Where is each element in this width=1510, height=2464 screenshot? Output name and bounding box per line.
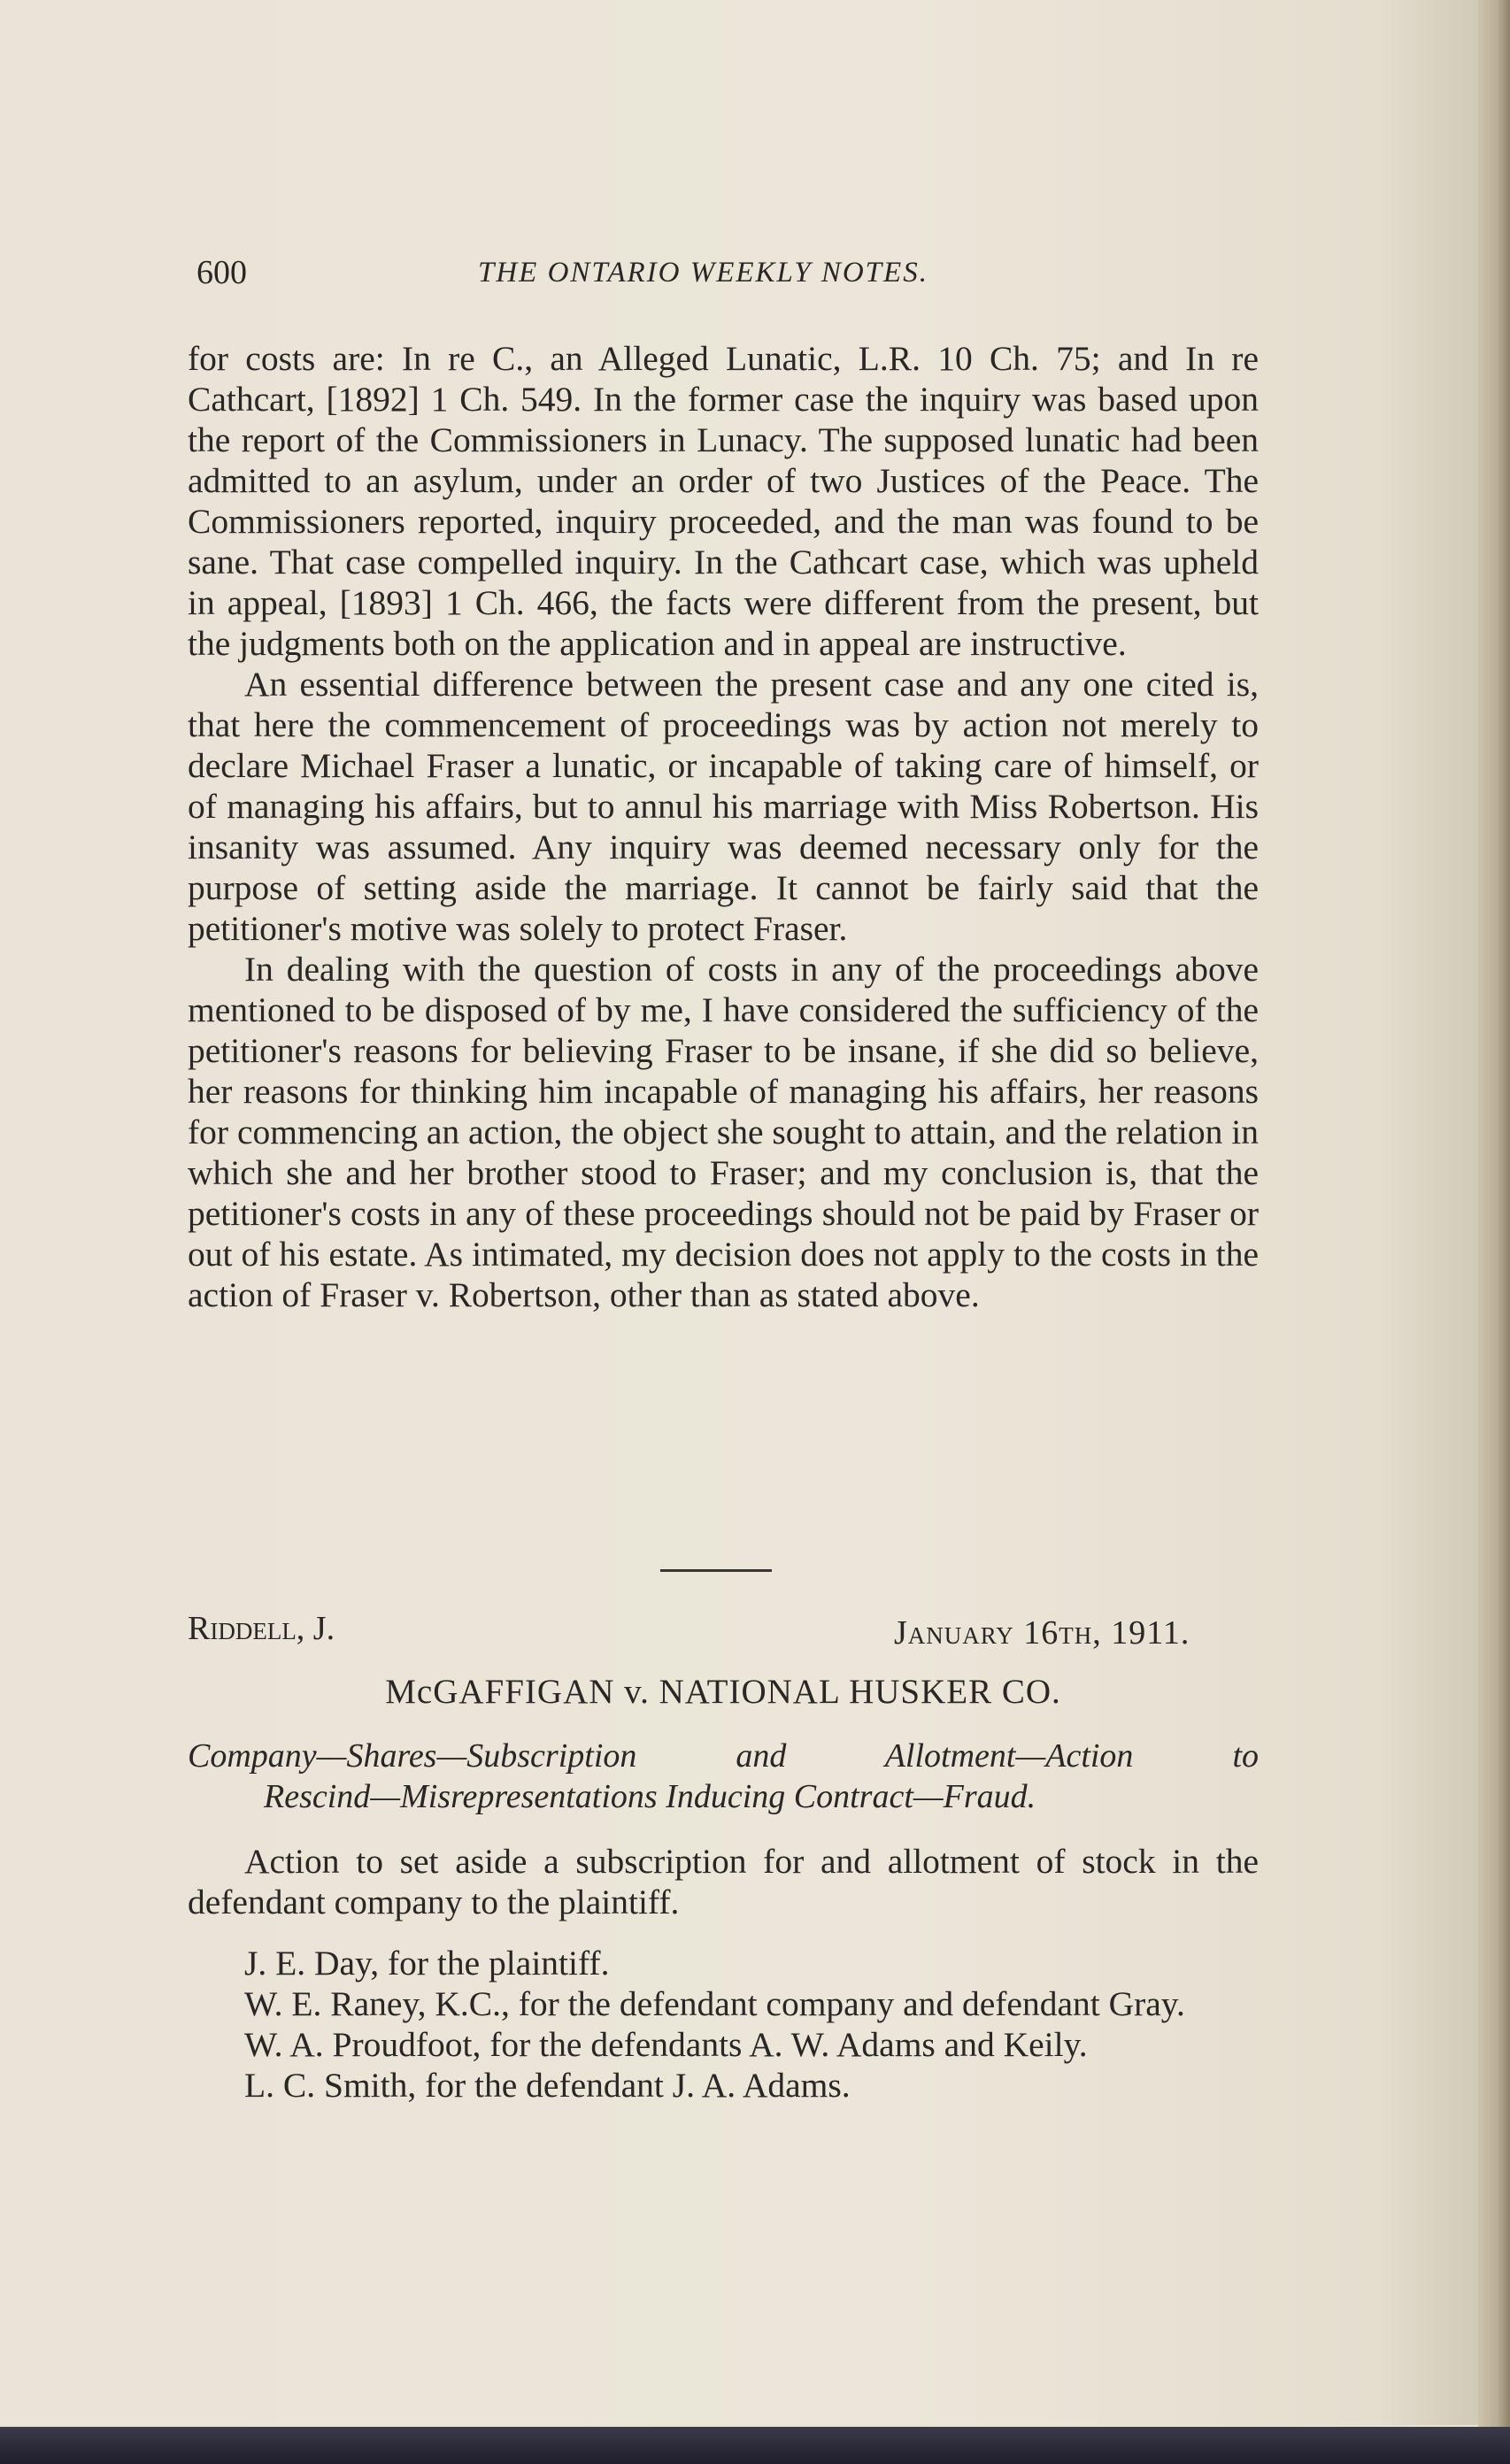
headnote-line: Company—Shares—Subscription and Allotment—Action to (188, 1737, 1259, 1775)
paragraph: Action to set aside a subscription for and allotment of stock in the defendant company to the plaintiff. (188, 1842, 1259, 1921)
counsel-entry: W. E. Raney, K.C., for the defendant company and defendant Gray. (244, 1984, 1185, 2023)
counsel-entry: J. E. Day, for the plaintiff. (244, 1944, 610, 1983)
paragraph: In dealing with the question of costs in any of the proceedings above mentioned to be disposed of by me, I have considered the sufficiency of the petitioner's reasons for believing Fraser to be insane, if she did so believe, her reasons for thinking him incapable of managing his affairs, her reasons for commencing an action, the object she sought to attain, and the relation in which she and her brother stood to Fraser; and my conclusion is, that the petitioner's costs in any of these proceedings should not be paid by Fraser or out of his estate. As intimated, my decision does not apply to the costs in the action of Fraser v. Robertson, other than as stated above. (188, 950, 1259, 1314)
action-summary (188, 1841, 1259, 1922)
page-number: 600 (196, 254, 247, 291)
counsel-entry: L. C. Smith, for the defendant J. A. Adams. (244, 2066, 851, 2105)
running-head: THE ONTARIO WEEKLY NOTES. (478, 257, 928, 289)
counsel-list (188, 1943, 1259, 2106)
page-header (196, 253, 1259, 297)
counsel-entry: W. A. Proudfoot, for the defendants A. W. Adams and Keily. (244, 2025, 1088, 2064)
scan-background (0, 2427, 1510, 2464)
paragraph: An essential difference between the present case and any one cited is, that here the commencement of proceedings was by action not merely to declare Michael Fraser a lunatic, or incapable of taking care of himself, or of managing his affairs, but to annul his marriage with Miss Robertson. His insanity was assumed. Any inquiry was deemed necessary only for the purpose of setting aside the marriage. It cannot be fairly said that the petitioner's motive was solely to protect Fraser. (188, 665, 1259, 948)
section-divider (660, 1569, 772, 1572)
judge-name: Riddell, J. (188, 1610, 335, 1647)
headnote (188, 1736, 1259, 1817)
case-title: McGAFFIGAN v. NATIONAL HUSKER CO. (385, 1673, 1061, 1711)
opening-text (188, 338, 1259, 1315)
judgment-date: January 16th, 1911. (894, 1614, 1190, 1652)
headnote-line: Rescind—Misrepresentations Inducing Contract—Fraud. (264, 1778, 1036, 1815)
page-edge (1478, 0, 1510, 2464)
paragraph: for costs are: In re C., an Alleged Lunatic, L.R. 10 Ch. 75; and In re Cathcart, [1892] 1 Ch. 549. In the former case the inquiry was based upon the report of the Commissioners in Lunacy. The supposed lunatic had been admitted to an asylum, under an order of two Justices of the Peace. The Commissioners reported, inquiry proceeded, and the man was found to be sane. That case compelled inquiry. In the Cathcart case, which was upheld in appeal, [1893] 1 Ch. 466, the facts were different from the present, but the judgments both on the application and in appeal are instructive. (188, 339, 1259, 663)
